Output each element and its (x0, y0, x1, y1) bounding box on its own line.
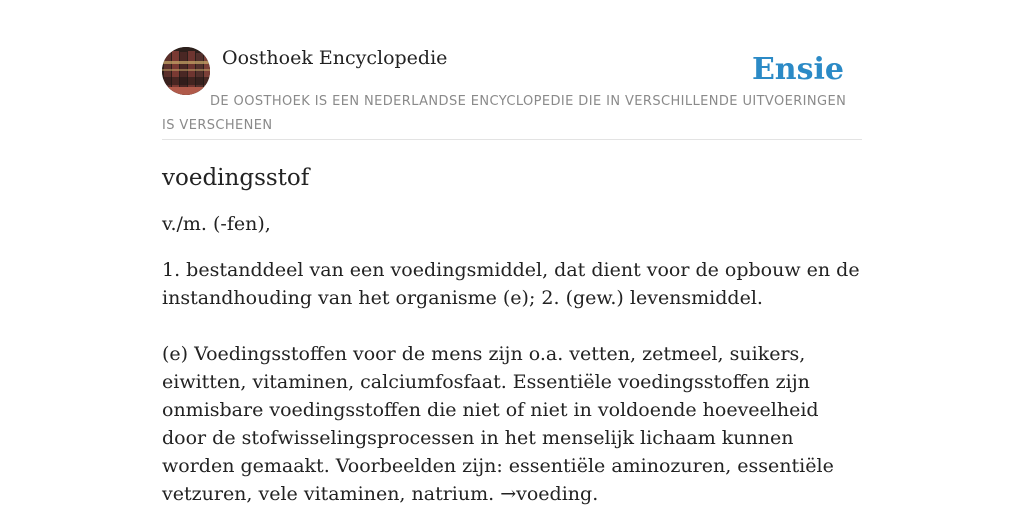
entry-grammar: v./m. (-fen), (162, 213, 271, 235)
xref-link-voeding[interactable] (500, 483, 592, 505)
entry-explanation (162, 340, 862, 508)
explanation-text: (e) Voedingsstoffen voor de mens zijn o.a. vetten, zetmeel, suikers, eiwitten, vitaminen, calciumfosfaat. Essentiële voedingsstoffen zijn onmisbare voedingsstoffen die niet of niet in voldoende hoeveelheid door de stofwisselingsprocessen in het menselijk lichaam kunnen worden gemaakt. Voorbeelden zijn: essentiële aminozuren, essentiële vetzuren, vele vitaminen, natrium. (162, 343, 834, 505)
site-header (162, 46, 862, 140)
arrow-right-icon: → (500, 483, 517, 505)
brand-logo[interactable]: Ensie (751, 52, 844, 87)
entry-definition: 1. bestanddeel van een voedingsmiddel, dat dient voor de opbouw en de instandhouding van het organisme (e); 2. (gew.) levensmiddel. (162, 259, 860, 309)
site-description: DE OOSTHOEK IS EEN NEDERLANDSE ENCYCLOPEDIE DIE IN VERSCHILLENDE UITVOERINGEN IS VERSCHENEN (162, 94, 847, 133)
encyclopedia-books-icon[interactable] (162, 47, 210, 95)
xref-suffix: . (592, 483, 599, 505)
xref-word: voeding (516, 483, 593, 505)
entry-content (162, 160, 862, 508)
site-name[interactable]: Oosthoek Encyclopedie (222, 47, 448, 69)
entry-title: voedingsstof (162, 165, 310, 191)
